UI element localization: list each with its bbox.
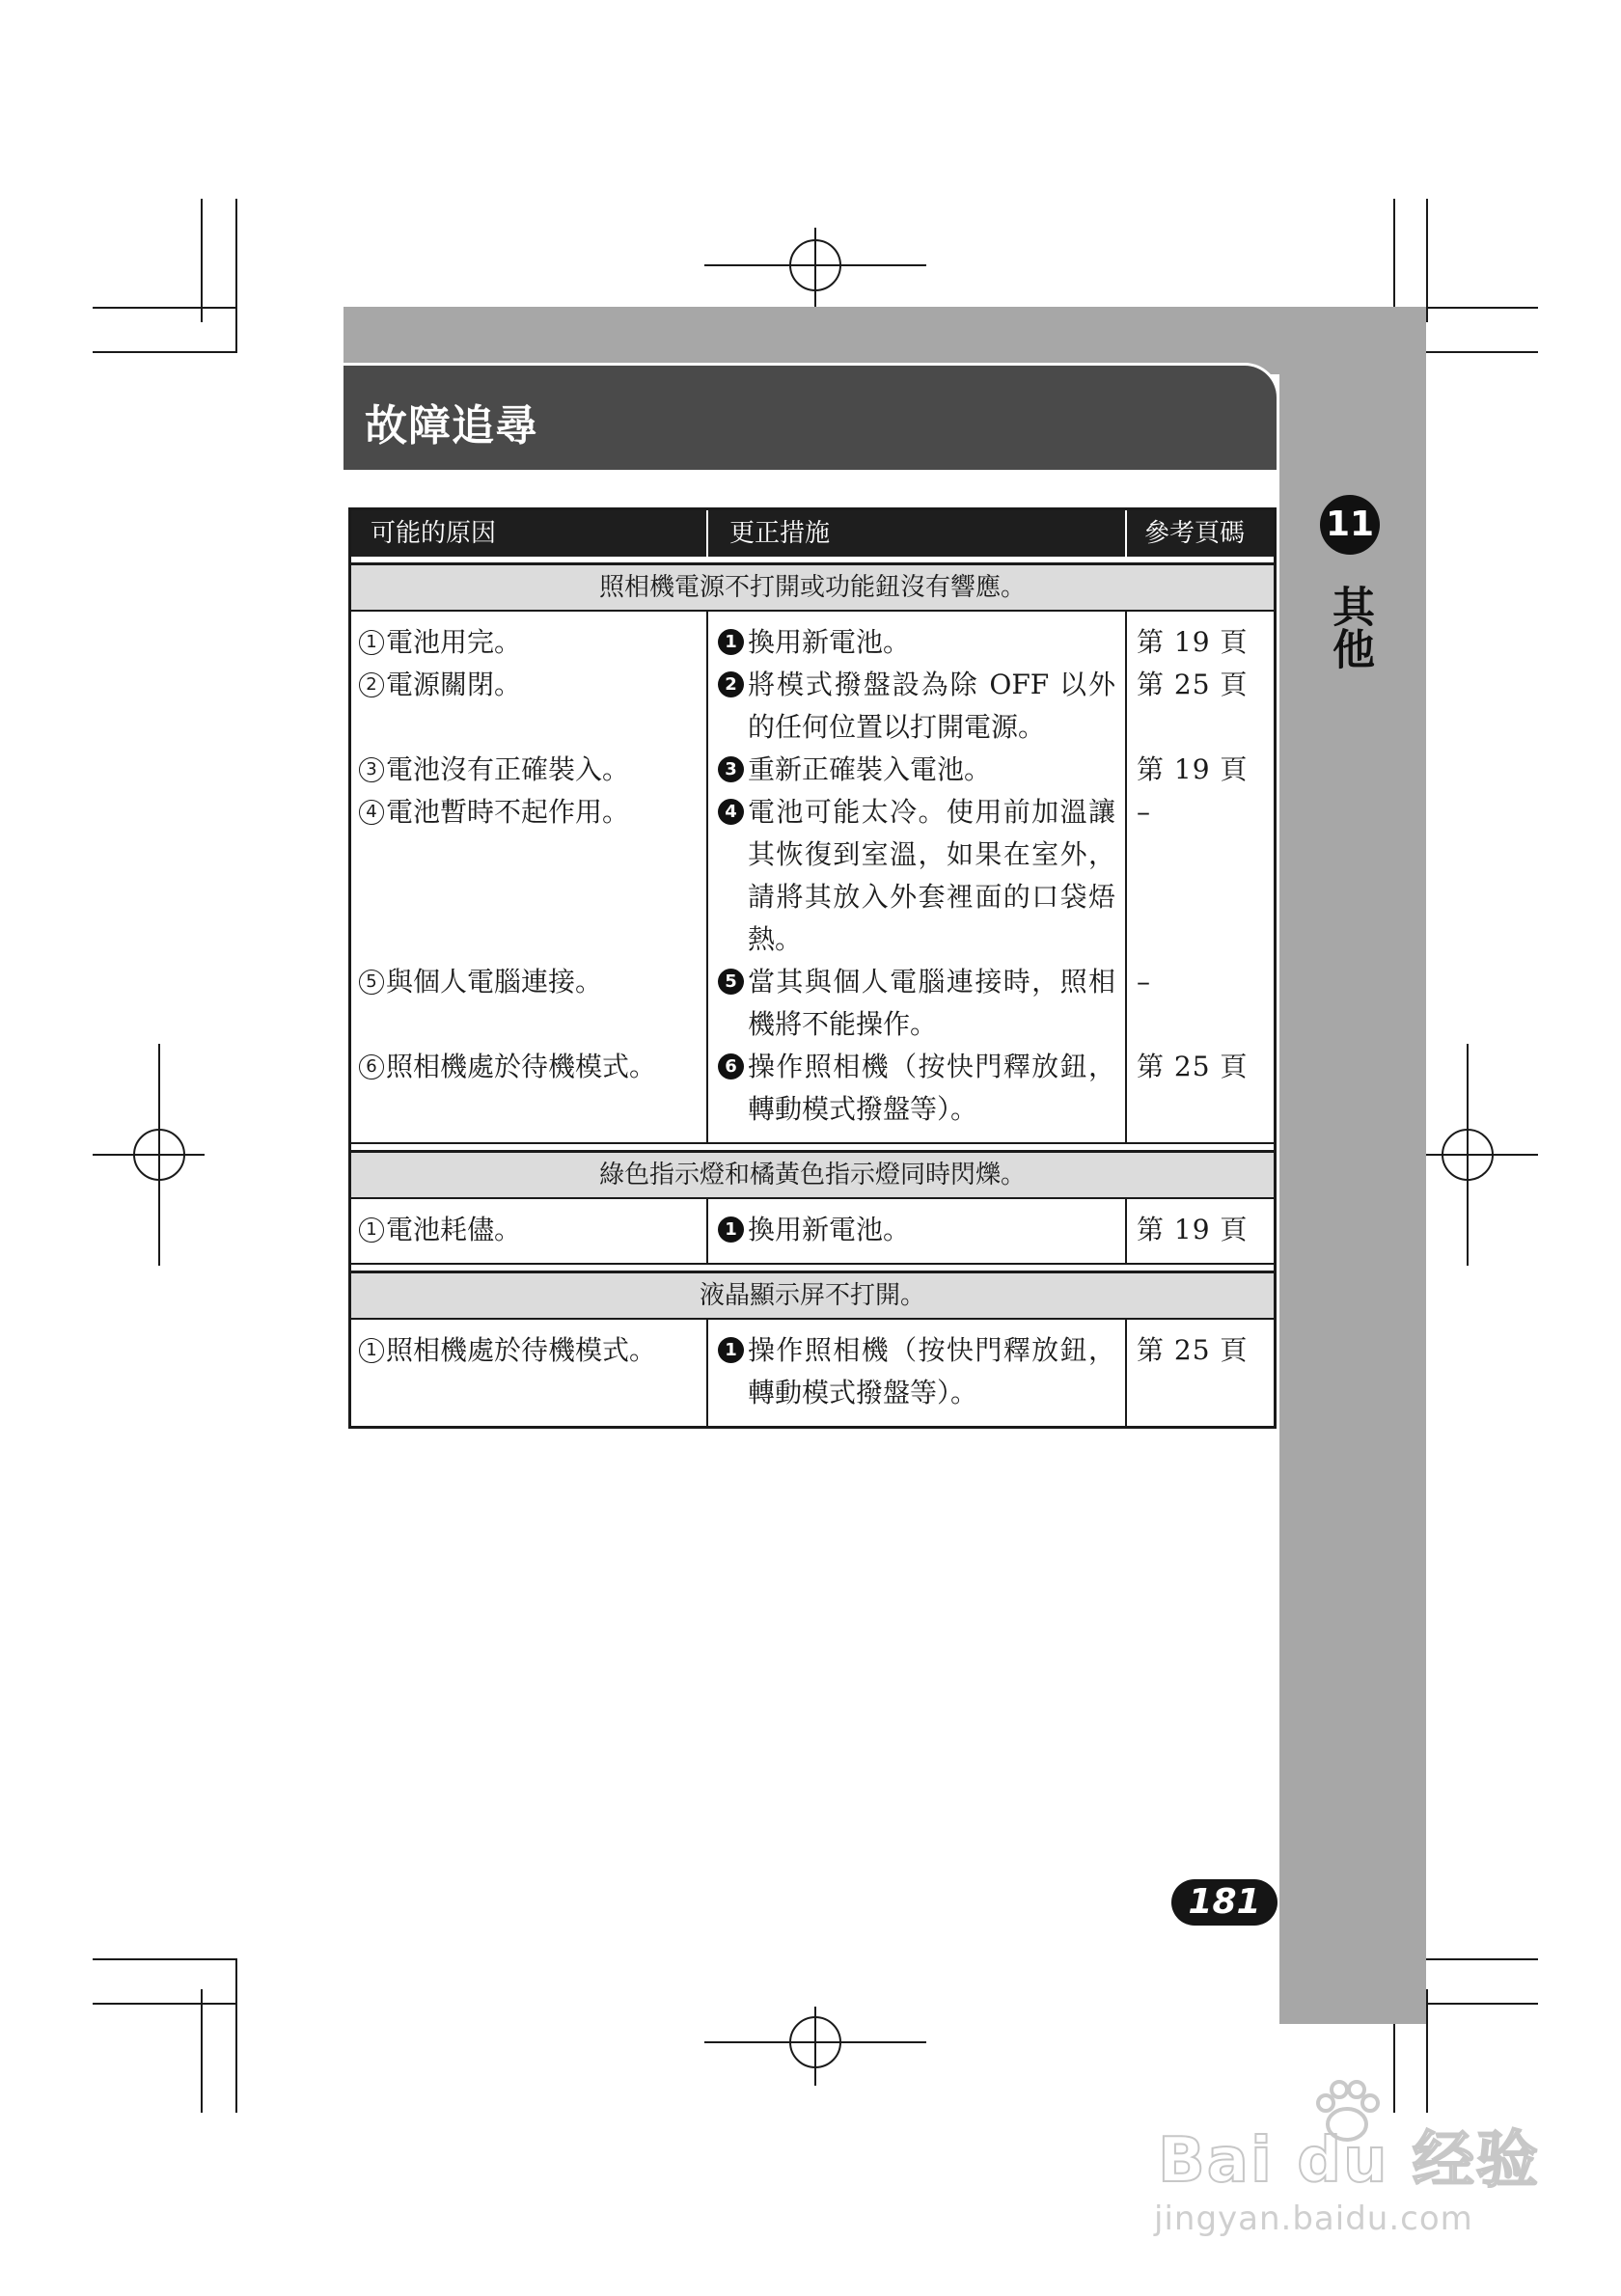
remedy-text: 將模式撥盤設為除 OFF 以外的任何位置以打開電源。: [748, 669, 1115, 743]
cause-text: 電池用完。: [386, 626, 522, 658]
cause-cell: [359, 961, 706, 1046]
remedy-text: 重新正確裝入電池。: [748, 753, 992, 785]
step-badge: 3: [718, 756, 744, 782]
section-title: 液晶顯示屏不打開。: [351, 1271, 1274, 1320]
remedy-cell: [718, 961, 1115, 1046]
remedy-text: 電池可能太冷。使用前加溫讓其恢復到室溫，如果在室外，請將其放入外套裡面的口袋焐熱。: [748, 796, 1115, 955]
watermark-logo: Bai du 经验: [1158, 2125, 1540, 2197]
header-remedy: 更正措施: [708, 510, 1127, 557]
step-badge: 1: [718, 629, 744, 655]
step-badge: 1: [718, 1337, 744, 1363]
table-header: [351, 510, 1274, 557]
reference-column: [1127, 1199, 1274, 1263]
cause-cell: [359, 621, 706, 664]
section-title: 照相機電源不打開或功能鈕沒有響應。: [351, 562, 1274, 612]
step-number: 2: [359, 672, 384, 697]
header-reference: 參考頁碼: [1144, 519, 1246, 548]
remedy-text: 操作照相機（按快門釋放鈕，轉動模式撥盤等）。: [748, 1334, 1115, 1408]
cause-text: 電池沒有正確裝入。: [386, 753, 630, 785]
troubleshooting-table: [348, 507, 1277, 1429]
cause-text: 照相機處於待機模式。: [386, 1334, 657, 1366]
step-number: 3: [359, 757, 384, 782]
reference-cell: 第 19 頁: [1137, 626, 1249, 658]
remedy-cell: [718, 664, 1115, 749]
header-cause: 可能的原因: [351, 510, 708, 557]
step-number: 6: [359, 1054, 384, 1080]
reference-cell: 第 19 頁: [1137, 1214, 1249, 1245]
cause-cell: [359, 1329, 706, 1414]
reference-cell: 第 19 頁: [1137, 753, 1249, 785]
step-badge: 1: [718, 1216, 744, 1243]
watermark-url: jingyan.baidu.com: [1154, 2200, 1473, 2238]
remedy-cell: [718, 1209, 1115, 1251]
reference-column: [1127, 1320, 1274, 1426]
section-title: 綠色指示燈和橘黃色指示燈同時閃爍。: [351, 1150, 1274, 1199]
cause-cell: [359, 1209, 706, 1251]
remedy-column: [708, 1320, 1127, 1426]
cause-text: 照相機處於待機模式。: [386, 1051, 657, 1082]
cause-text: 與個人電腦連接。: [386, 966, 603, 998]
chapter-title: 其他: [1325, 585, 1374, 670]
cause-text: 電池暫時不起作用。: [386, 796, 630, 828]
remedy-text: 當其與個人電腦連接時，照相機將不能操作。: [748, 966, 1115, 1040]
remedy-text: 換用新電池。: [748, 626, 911, 658]
table-section-body: [351, 1199, 1274, 1265]
remedy-text: 換用新電池。: [748, 1214, 911, 1245]
chapter-number-badge: 11: [1320, 495, 1380, 555]
remedy-cell: [718, 621, 1115, 664]
cause-text: 電池耗儘。: [386, 1214, 522, 1245]
title-bar: [343, 363, 1279, 470]
step-number: 5: [359, 970, 384, 995]
reference-cell: 第 25 頁: [1137, 1334, 1249, 1366]
remedy-column: [708, 1199, 1127, 1263]
reference-cell: 第 25 頁: [1137, 1051, 1249, 1082]
page-number: 181: [1171, 1879, 1278, 1926]
reference-cell: –: [1137, 796, 1151, 828]
table-section-body: [351, 612, 1274, 1144]
step-number: 4: [359, 800, 384, 825]
remedy-cell: [718, 749, 1115, 791]
cause-column: [351, 612, 708, 1142]
cause-column: [351, 1199, 708, 1263]
step-badge: 5: [718, 969, 744, 995]
cause-text: 電源關閉。: [386, 669, 522, 700]
cause-cell: [359, 1046, 706, 1131]
cause-cell: [359, 791, 706, 961]
table-section-body: [351, 1320, 1274, 1426]
remedy-text: 操作照相機（按快門釋放鈕，轉動模式撥盤等）。: [748, 1051, 1115, 1125]
step-badge: 6: [718, 1053, 744, 1080]
page-title: 故障追尋: [365, 401, 538, 451]
reference-cell: –: [1137, 966, 1151, 998]
remedy-cell: [718, 791, 1115, 961]
cause-cell: [359, 664, 706, 749]
remedy-cell: [718, 1329, 1115, 1414]
remedy-cell: [718, 1046, 1115, 1131]
step-number: 1: [359, 1338, 384, 1363]
cause-cell: [359, 749, 706, 791]
remedy-column: [708, 612, 1127, 1142]
step-number: 1: [359, 630, 384, 655]
step-badge: 2: [718, 671, 744, 697]
step-badge: 4: [718, 799, 744, 825]
cause-column: [351, 1320, 708, 1426]
step-number: 1: [359, 1217, 384, 1243]
reference-cell: 第 25 頁: [1137, 669, 1249, 700]
reference-column: [1127, 612, 1274, 1142]
